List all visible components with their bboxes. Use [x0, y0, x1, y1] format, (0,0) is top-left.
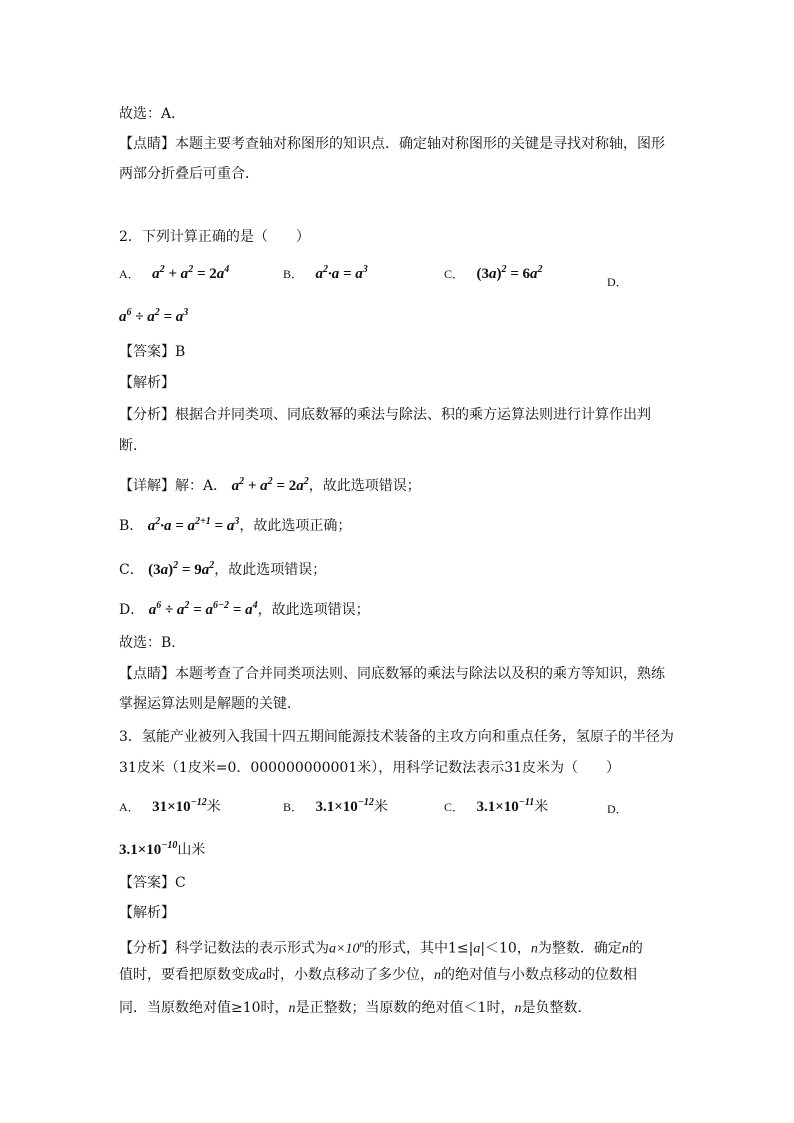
- q2-analysis-title: 【解析】: [119, 375, 175, 391]
- q2-option-b: B． $a^2\cdot a = a^3$: [283, 264, 368, 282]
- q2-analysis-line2: 断．: [119, 438, 147, 454]
- q3-option-a-formula: $31\times 10^{-12}$: [152, 797, 207, 815]
- q3-option-c-formula: $3.1\times 10^{-11}$: [476, 797, 535, 815]
- q2-detail-b: B． $a^2\cdot a = a^{2+1} = a^3$，故此选项正确；: [119, 516, 352, 534]
- q2-option-a: A． $a^2 + a^2 = 2a^4$: [119, 264, 230, 282]
- q1-comment-line1: 【点睛】本题主要考查轴对称图形的知识点．确定轴对称图形的关键是寻找对称轴，图形: [119, 136, 665, 152]
- q2-comment-line1: 【点睛】本题考查了合并同类项法则、同底数幂的乘法与除法以及积的乘方等知识，熟练: [119, 666, 665, 682]
- q2-option-b-formula: $a^2\cdot a = a^3$: [315, 264, 368, 282]
- q2-stem: 2．下列计算正确的是（ ）: [119, 229, 310, 245]
- q3-analysis-line1: 【分析】科学记数法的表示形式为$a\times 10^n$的形式，其中1≤|a|＜10，n为整数．确定n的: [119, 939, 643, 957]
- q2-option-c-formula: $(3a)^2 = 6a^2$: [476, 264, 543, 282]
- q3-answer: 【答案】C: [119, 875, 186, 891]
- q2-option-a-formula: $a^2 + a^2 = 2a^4$: [152, 264, 230, 282]
- q3-stem-line2: 31皮米（1皮米=0．000000000001米），用科学记数法表示31皮米为（ ）: [119, 760, 621, 776]
- q3-option-a: A． $31\times 10^{-12}$米: [119, 797, 221, 815]
- q3-option-c: C． $3.1\times 10^{-11}$米: [444, 797, 549, 815]
- q1-comment-line2: 两部分折叠后可重合．: [119, 166, 259, 182]
- q2-option-d-formula: $a^6 \div a^2 = a^3$: [119, 307, 189, 325]
- q2-comment-line2: 掌握运算法则是解题的关键．: [119, 696, 301, 712]
- q2-detail-a: 【详解】解：A． $a^2 + a^2 = 2a^2$，故此选项错误；: [119, 476, 421, 494]
- q2-option-d: D．: [607, 275, 628, 289]
- q2-detail-b-formula: $a^2\cdot a = a^{2+1} = a^3$: [147, 516, 240, 534]
- q3-analysis-line2: 值时，要看把原数变成a时，小数点移动了多少位，n的绝对值与小数点移动的位数相: [119, 967, 637, 983]
- comment-tag: 【点睛】: [119, 136, 175, 152]
- q3-stem-line1: 3．氢能产业被列入我国十四五期间能源技术装备的主攻方向和重点任务，氢原子的半径为: [119, 729, 674, 745]
- q2-analysis-line1: 【分析】根据合并同类项、同底数幂的乘法与除法、积的乘方运算法则进行计算作出判: [119, 407, 651, 423]
- q3-option-b: B． $3.1\times 10^{-12}$米: [283, 797, 388, 815]
- q3-option-b-formula: $3.1\times 10^{-12}$: [315, 797, 374, 815]
- q2-detail-d-formula: $a^6 \div a^2 = a^{6-2} = a^4$: [148, 600, 258, 618]
- q2-option-c: C． $(3a)^2 = 6a^2$: [444, 264, 543, 282]
- q2-detail-c-formula: $(3a)^2 = 9a^2$: [148, 560, 215, 578]
- q2-detail-a-formula: $a^2 + a^2 = 2a^2$: [231, 476, 309, 494]
- q3-analysis-title: 【解析】: [119, 905, 175, 921]
- q2-choice: 故选：B．: [119, 635, 186, 651]
- q2-detail-c: C． $(3a)^2 = 9a^2$，故此选项错误；: [119, 560, 327, 578]
- q3-option-d: D．: [607, 802, 628, 816]
- q3-option-d-formula: $3.1\times 10^{-10}$山米: [119, 840, 206, 858]
- q2-answer: 【答案】B: [119, 344, 186, 360]
- q3-analysis-line3: 同．当原数绝对值≥10时，n是正整数；当原数的绝对值＜1时，n是负整数．: [119, 1000, 592, 1016]
- q1-choice: 故选：A．: [119, 106, 186, 122]
- q2-detail-d: D． $a^6 \div a^2 = a^{6-2} = a^4$，故此选项错误；: [119, 600, 370, 618]
